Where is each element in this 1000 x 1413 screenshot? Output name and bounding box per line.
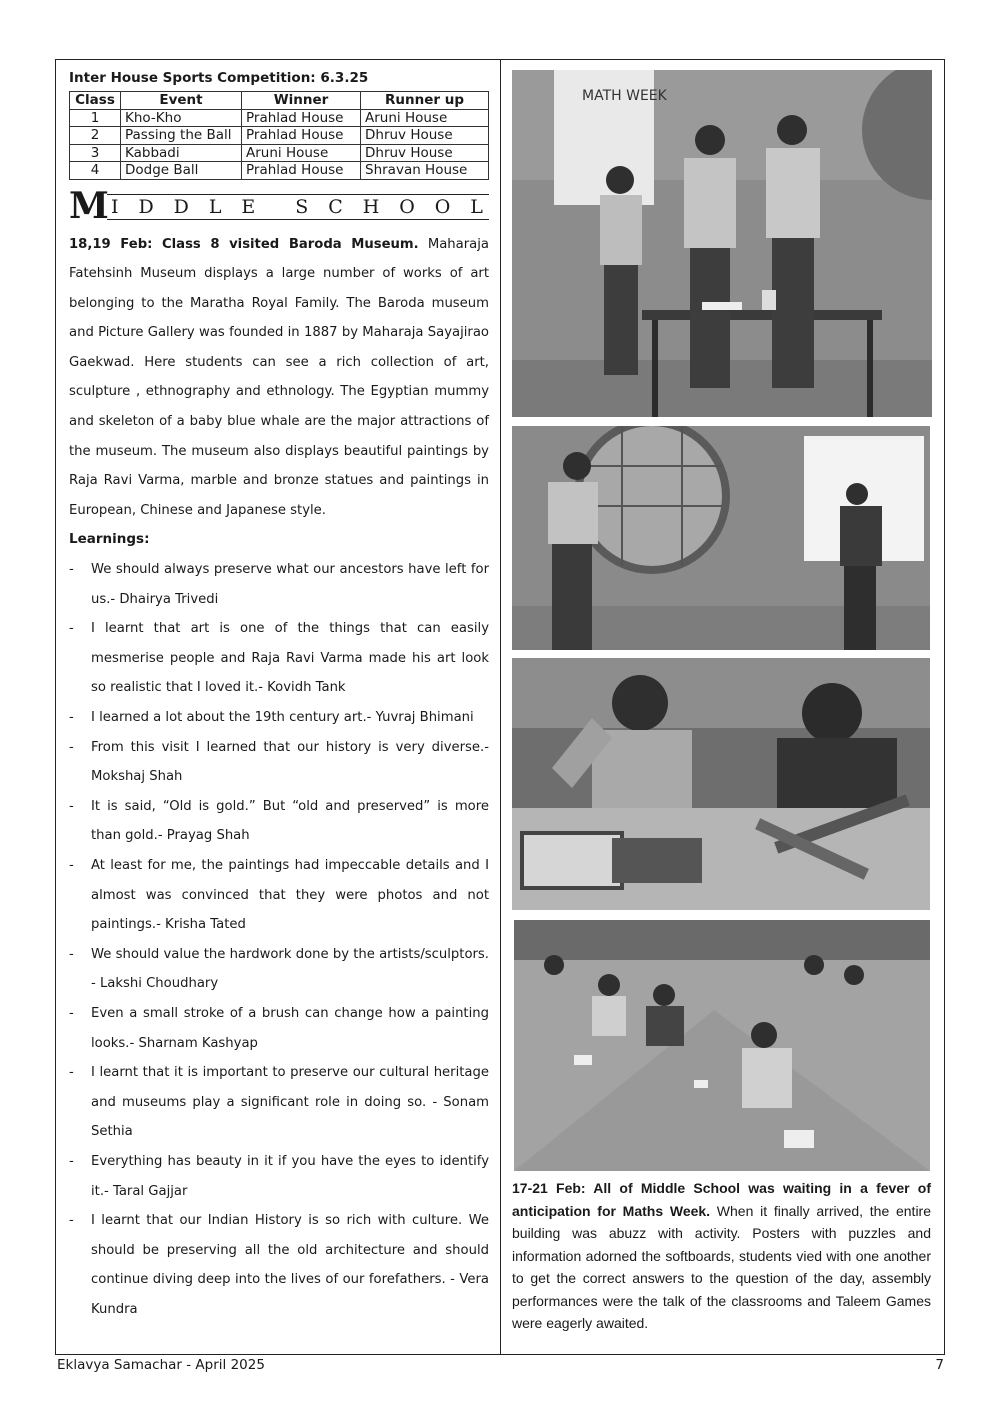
heading-letter: C xyxy=(328,195,343,218)
cell: Dodge Ball xyxy=(121,162,242,180)
photo-floor-activity xyxy=(514,920,930,1171)
list-item-text: It is said, “Old is gold.” But “old and preserved” is more than gold.- Prayag Shah xyxy=(91,798,489,844)
dash-marker: - xyxy=(69,562,74,578)
list-item xyxy=(69,792,489,851)
heading-letter: S xyxy=(295,195,309,218)
list-item-text: From this visit I learned that our history is very diverse.- Mokshaj Shah xyxy=(91,739,489,785)
heading-letter: O xyxy=(399,195,415,218)
left-column xyxy=(69,67,489,1324)
col-class: Class xyxy=(70,92,121,110)
poster-text: MATH WEEK xyxy=(582,88,667,104)
cell: Passing the Ball xyxy=(121,127,242,145)
dash-marker: - xyxy=(69,857,74,873)
list-item-text: At least for me, the paintings had impeccable details and I almost was convinced that they were photos and not paintings.- Krisha Tated xyxy=(91,857,489,933)
photo-puzzle-pieces xyxy=(512,658,930,910)
cell: 1 xyxy=(70,109,121,127)
learnings-list xyxy=(69,555,489,1324)
dash-marker: - xyxy=(69,710,74,725)
list-item xyxy=(69,614,489,703)
cell: Dhruv House xyxy=(361,127,489,145)
cell: Dhruv House xyxy=(361,144,489,162)
list-item xyxy=(69,703,489,733)
cell: 3 xyxy=(70,144,121,162)
photo-students-presenting xyxy=(512,70,932,417)
cell: Prahlad House xyxy=(242,162,361,180)
photo-whiteboard xyxy=(512,426,930,650)
heading-letter: I xyxy=(111,195,119,218)
museum-lead: 18,19 Feb: Class 8 visited Baroda Museum. xyxy=(69,236,419,252)
list-item xyxy=(69,940,489,999)
heading-letter: H xyxy=(362,195,380,218)
dash-marker: - xyxy=(69,739,74,755)
dash-marker: - xyxy=(69,1005,74,1021)
list-item-text: I learnt that our Indian History is so rich with culture. We should be preserving all the old architecture and should continue diving deep into the lives of our forefathers. - Vera Kundra xyxy=(91,1213,489,1317)
col-winner: Winner xyxy=(242,92,361,110)
museum-text: Maharaja Fatehsinh Museum displays a large number of works of art belonging to the Maratha Royal Family. The Baroda museum and Picture Gallery was founded in 1887 by Maharaja Sayajirao Gaekwad. Here students can see a rich collection of art, sculpture , ethnography and ethnology. The Egyptian mummy and skeleton of a baby blue whale are the major attractions of the museum. The museum also displays beautiful paintings by Raja Ravi Varma, marble and bronze statues and paintings in European, Chinese and Japanese style. xyxy=(69,236,489,518)
cell: Kabbadi xyxy=(121,144,242,162)
list-item-text: I learned a lot about the 19th century art.- Yuvraj Bhimani xyxy=(91,710,474,725)
list-item xyxy=(69,851,489,940)
list-item-text: We should value the hardwork done by the artists/sculptors. - Lakshi Choudhary xyxy=(91,946,489,992)
cell: Prahlad House xyxy=(242,127,361,145)
list-item-text: Everything has beauty in it if you have the eyes to identify it.- Taral Gajjar xyxy=(91,1153,489,1199)
list-item xyxy=(69,999,489,1058)
heading-letter: D xyxy=(173,195,189,218)
heading-letter: L xyxy=(208,195,222,218)
table-header-row xyxy=(70,92,489,110)
museum-article xyxy=(69,230,489,526)
cell: 4 xyxy=(70,162,121,180)
list-item-text: We should always preserve what our ancestors have left for us.- Dhairya Trivedi xyxy=(91,562,489,607)
dash-marker: - xyxy=(69,621,74,637)
dash-marker: - xyxy=(69,1153,74,1169)
list-item xyxy=(69,1058,489,1147)
heading-letter: E xyxy=(241,195,256,218)
list-item-text: Even a small stroke of a brush can change how a painting looks.- Sharnam Kashyap xyxy=(91,1005,489,1051)
dash-marker: - xyxy=(69,798,74,814)
list-item xyxy=(69,1206,489,1324)
col-runner-up: Runner up xyxy=(361,92,489,110)
maths-week-caption xyxy=(512,1177,931,1335)
cell: Shravan House xyxy=(361,162,489,180)
maths-week-text: When it finally arrived, the entire building was abuzz with activity. Posters with puzzles and information adorned the softboards, students vied with one another to get the correct answers to the question of the day, assembly performances were the talk of the classrooms and Taleem Games were eagerly awaited. xyxy=(512,1202,931,1331)
list-item-text: I learnt that art is one of the things that can easily mesmerise people and Raja Ravi Varma made his art look so realistic that I loved it.- Kovidh Tank xyxy=(91,621,489,696)
cell: 2 xyxy=(70,127,121,145)
heading-letter: O xyxy=(434,195,451,218)
sports-title: Inter House Sports Competition: 6.3.25 xyxy=(69,70,369,86)
table-row xyxy=(70,144,489,162)
table-row xyxy=(70,109,489,127)
heading-letter: L xyxy=(470,195,483,218)
sports-results-table xyxy=(69,91,489,180)
section-heading xyxy=(69,184,489,227)
list-item xyxy=(69,555,489,614)
footer-page-number: 7 xyxy=(935,1357,944,1373)
heading-letters xyxy=(107,194,489,220)
cell: Aruni House xyxy=(361,109,489,127)
learnings-heading: Learnings: xyxy=(69,531,150,548)
list-item xyxy=(69,733,489,792)
heading-initial: M xyxy=(69,184,109,227)
cell: Kho-Kho xyxy=(121,109,242,127)
table-row xyxy=(70,162,489,180)
column-divider xyxy=(500,59,501,1355)
dash-marker: - xyxy=(69,946,74,962)
list-item xyxy=(69,1147,489,1206)
dash-marker: - xyxy=(69,1065,74,1081)
footer-publication: Eklavya Samachar - April 2025 xyxy=(57,1357,265,1373)
maths-week-lead: 17-21 Feb: All of Middle School was waiting in a fever of anticipation for Maths Week. xyxy=(512,1180,931,1219)
col-event: Event xyxy=(121,92,242,110)
cell: Prahlad House xyxy=(242,109,361,127)
dash-marker: - xyxy=(69,1213,74,1229)
list-item-text: I learnt that it is important to preserve our cultural heritage and museums play a significant role in doing so. - Sonam Sethia xyxy=(91,1065,489,1140)
table-row xyxy=(70,127,489,145)
cell: Aruni House xyxy=(242,144,361,162)
heading-letter: D xyxy=(138,195,154,218)
